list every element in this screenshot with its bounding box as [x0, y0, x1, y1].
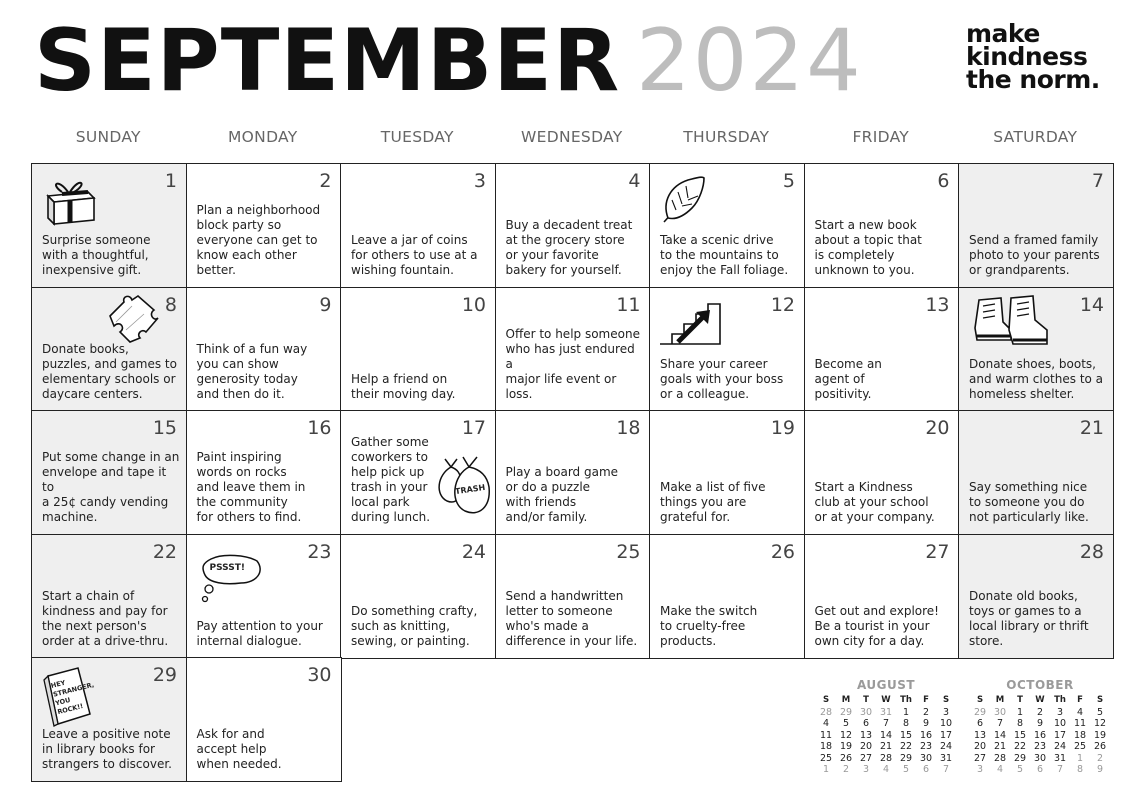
mini-date: 23 [919, 741, 933, 752]
mini-date: 22 [1013, 741, 1027, 752]
mini-date: 14 [879, 729, 893, 741]
mini-date: 3 [1056, 706, 1064, 718]
day-suggestion: Think of a fun way you can show generosity today and then do it. [196, 341, 308, 401]
mini-date: 7 [996, 718, 1004, 729]
day-suggestion: Offer to help someone who has just endured a major life event or loss. [505, 326, 640, 401]
mini-calendar-october [970, 678, 1110, 776]
day-number: 27 [925, 540, 950, 563]
mini-date: 13 [859, 729, 873, 741]
mini-date: 30 [919, 752, 933, 764]
mini-date: 1 [902, 706, 910, 718]
day-suggestion: Help a friend on their moving day. [351, 371, 456, 401]
mini-weekday: W [881, 695, 891, 705]
brand-logo [966, 19, 1126, 94]
mini-date: 24 [939, 741, 953, 752]
mini-calendar-week [970, 718, 1110, 730]
mini-date: 2 [1036, 706, 1044, 718]
mini-date: 6 [976, 718, 984, 729]
day-number: 13 [925, 293, 950, 316]
day-number: 12 [770, 293, 795, 316]
day-cell-5 [649, 163, 805, 288]
day-cell-4 [495, 163, 651, 288]
mini-date: 22 [899, 741, 913, 752]
mini-calendar-title: AUGUST [856, 678, 916, 692]
day-cell-13 [804, 287, 960, 412]
day-cell-21 [958, 410, 1114, 535]
mini-date: 28 [819, 706, 833, 718]
mini-date: 7 [1056, 764, 1064, 775]
mini-date: 18 [819, 741, 833, 752]
weekday-label: WEDNESDAY [520, 128, 623, 146]
day-suggestion: Donate shoes, boots, and warm clothes to a homeless shelter. [969, 356, 1104, 401]
day-suggestion: Get out and explore! Be a tourist in your own city for a day. [814, 603, 939, 648]
mini-date: 3 [976, 764, 984, 775]
gift-icon [42, 174, 100, 228]
mini-date: 15 [899, 729, 913, 741]
day-number: 8 [164, 293, 177, 316]
day-number: 23 [307, 540, 332, 563]
brand-line: the norm. [966, 65, 1100, 94]
note-card-icon [42, 666, 96, 728]
mini-date: 31 [879, 706, 893, 718]
day-number: 18 [616, 417, 641, 439]
thought-bubble-text: PSSST! [209, 562, 245, 573]
mini-date: 25 [1073, 741, 1087, 752]
mini-date: 7 [942, 764, 950, 775]
mini-calendar-august [816, 678, 956, 776]
weekday-label: TUESDAY [380, 128, 454, 146]
mini-date: 21 [879, 741, 893, 752]
mini-date: 29 [973, 706, 987, 718]
mini-date: 1 [822, 764, 830, 775]
mini-date: 6 [862, 718, 870, 729]
day-number: 3 [473, 170, 486, 192]
mini-weekday: T [863, 695, 869, 705]
mini-date: 20 [859, 741, 873, 752]
mini-date: 9 [1096, 764, 1104, 775]
mini-date: 2 [1096, 752, 1104, 764]
mini-date: 5 [1096, 706, 1104, 718]
day-number: 30 [307, 664, 332, 686]
mini-date: 27 [859, 752, 873, 764]
mini-calendar-week [816, 753, 956, 765]
mini-date: 2 [842, 764, 850, 775]
mini-date: 6 [922, 764, 930, 775]
mini-date: 18 [1073, 729, 1087, 741]
mini-calendar-week [816, 764, 956, 776]
day-suggestion: Donate books, puzzles, and games to elementary schools or daycare centers. [42, 341, 177, 401]
day-cell-10 [340, 287, 496, 412]
mini-date: 4 [822, 718, 830, 729]
mini-date: 10 [939, 718, 953, 729]
stairs-arrow-icon [658, 298, 726, 350]
day-number: 24 [461, 540, 486, 563]
mini-weekday: Th [900, 695, 912, 705]
mini-date: 5 [1016, 764, 1024, 775]
day-cell-20 [804, 410, 960, 535]
day-cell-16 [186, 410, 342, 535]
mini-date: 5 [902, 764, 910, 775]
day-suggestion: Share your career goals with your boss or a colleague. [660, 356, 784, 401]
mini-weekday: M [995, 695, 1005, 705]
mini-date: 2 [922, 706, 930, 718]
thought-bubble-icon [195, 551, 265, 611]
mini-date: 30 [1033, 752, 1047, 764]
day-number: 28 [1079, 540, 1104, 563]
day-number: 29 [152, 664, 177, 686]
leaf-icon [658, 172, 710, 228]
mini-date: 5 [842, 718, 850, 729]
mini-calendar-week [970, 753, 1110, 765]
mini-date: 4 [1076, 706, 1084, 718]
weekday-label: THURSDAY [683, 128, 770, 146]
day-suggestion: Surprise someone with a thoughtful, inexpensive gift. [42, 233, 151, 277]
day-number: 14 [1079, 293, 1104, 316]
mini-date: 9 [922, 718, 930, 729]
mini-date: 4 [996, 764, 1004, 775]
mini-date: 29 [1013, 752, 1027, 764]
day-cell-6 [804, 163, 960, 288]
mini-weekday: S [942, 695, 950, 705]
day-number: 5 [782, 170, 795, 192]
weekday-label: SATURDAY [993, 128, 1078, 146]
day-suggestion: Send a handwritten letter to someone who's made a difference in your life. [505, 588, 638, 648]
mini-date: 8 [1076, 764, 1084, 775]
day-suggestion: Start a new book about a topic that is completely unknown to you. [814, 218, 922, 277]
mini-date: 19 [839, 741, 853, 752]
day-suggestion: Donate old books, toys or games to a local library or thrift store. [969, 588, 1089, 648]
day-cell-23 [186, 534, 342, 659]
day-suggestion: Buy a decadent treat at the grocery store or your favorite bakery for yourself. [505, 218, 633, 277]
mini-weekday: W [1035, 695, 1045, 705]
mini-date: 28 [879, 752, 893, 764]
mini-date: 11 [819, 729, 833, 741]
mini-calendar-week [816, 730, 956, 742]
day-suggestion: Play a board game or do a puzzle with friends and/or family. [505, 465, 619, 524]
mini-date: 14 [993, 729, 1007, 741]
mini-date: 3 [942, 706, 950, 718]
day-suggestion: Do something crafty, such as knitting, sewing, or painting. [351, 603, 478, 648]
day-number: 10 [461, 293, 486, 316]
mini-calendar-header [970, 695, 1110, 707]
mini-date: 15 [1013, 729, 1027, 741]
day-cell-2 [186, 163, 342, 288]
mini-date: 29 [839, 706, 853, 718]
day-cell-1 [31, 163, 187, 288]
mini-date: 31 [1053, 752, 1067, 764]
day-cell-3 [340, 163, 496, 288]
day-cell-8 [31, 287, 187, 412]
day-suggestion: Ask for and accept help when needed. [196, 727, 282, 771]
day-cell-29 [31, 657, 187, 782]
mini-date: 26 [839, 752, 853, 764]
mini-date: 1 [1076, 752, 1084, 764]
mini-date: 11 [1073, 718, 1087, 729]
mini-calendar-week [970, 764, 1110, 776]
mini-date: 27 [973, 752, 987, 764]
day-cell-22 [31, 534, 187, 659]
mini-date: 28 [993, 752, 1007, 764]
day-number: 15 [152, 417, 177, 439]
day-number: 7 [1091, 170, 1104, 192]
mini-calendar-week [970, 707, 1110, 719]
day-number: 25 [616, 540, 641, 563]
mini-date: 16 [1033, 729, 1047, 741]
weekday-header [31, 128, 1113, 152]
mini-date: 21 [993, 741, 1007, 752]
day-suggestion: Gather some coworkers to help pick up trash in your local park during lunch. [351, 435, 431, 524]
trash-bag-label: TRASH [454, 482, 486, 497]
day-suggestion: Take a scenic drive to the mountains to enjoy the Fall foliage. [660, 233, 789, 277]
day-suggestion: Paint inspiring words on rocks and leave them in the community for others to find. [196, 450, 306, 524]
mini-calendar-week [816, 741, 956, 753]
day-cell-26 [649, 534, 805, 659]
mini-weekday: Th [1054, 695, 1066, 705]
day-suggestion: Start a chain of kindness and pay for the next person's order at a drive-thru. [42, 588, 169, 648]
day-number: 17 [461, 417, 486, 439]
mini-date: 25 [819, 752, 833, 764]
mini-weekday: T [1017, 695, 1023, 705]
day-cell-14 [958, 287, 1114, 412]
day-cell-24 [340, 534, 496, 659]
mini-date: 4 [882, 764, 890, 775]
day-cell-25 [495, 534, 651, 659]
day-suggestion: Make the switch to cruelty-free products. [660, 603, 758, 648]
mini-date: 12 [1093, 718, 1107, 729]
mini-date: 30 [859, 706, 873, 718]
day-suggestion: Become an agent of positivity. [814, 356, 882, 401]
day-cell-28 [958, 534, 1114, 659]
day-number: 9 [319, 293, 332, 316]
mini-date: 26 [1093, 741, 1107, 752]
day-cell-7 [958, 163, 1114, 288]
day-number: 16 [307, 417, 332, 439]
day-number: 20 [925, 417, 950, 439]
mini-date: 8 [1016, 718, 1024, 729]
mini-date: 30 [993, 706, 1007, 718]
mini-date: 6 [1036, 764, 1044, 775]
mini-date: 24 [1053, 741, 1067, 752]
mini-calendar-week [970, 741, 1110, 753]
weekday-label: FRIDAY [852, 128, 910, 146]
day-number: 11 [616, 293, 641, 316]
day-cell-18 [495, 410, 651, 535]
day-suggestion: Plan a neighborhood block party so everyone can get to know each other better. [196, 203, 321, 277]
day-suggestion: Make a list of five things you are grateful for. [660, 480, 766, 524]
mini-weekday: S [976, 695, 984, 705]
mini-calendar-week [970, 730, 1110, 742]
day-cell-15 [31, 410, 187, 535]
mini-date: 7 [882, 718, 890, 729]
day-suggestion: Pay attention to your internal dialogue. [196, 618, 323, 648]
day-number: 22 [152, 540, 177, 563]
day-suggestion: Put some change in an envelope and tape it to a 25¢ candy vending machine. [42, 450, 180, 524]
mini-date: 12 [839, 729, 853, 741]
mini-date: 31 [939, 752, 953, 764]
day-number: 1 [164, 170, 177, 192]
day-number: 4 [628, 170, 641, 192]
mini-weekday: M [841, 695, 851, 705]
mini-date: 1 [1016, 706, 1024, 718]
mini-calendar-title: OCTOBER [1006, 678, 1074, 692]
mini-weekday: S [822, 695, 830, 705]
mini-date: 19 [1093, 729, 1107, 741]
year-title: 2024 [636, 11, 863, 111]
mini-date: 17 [939, 729, 953, 741]
day-number: 6 [937, 170, 950, 192]
day-cell-30 [186, 657, 342, 782]
day-suggestion: Leave a jar of coins for others to use at a wishing fountain. [351, 233, 478, 277]
weekday-label: SUNDAY [75, 128, 141, 146]
weekday-label: MONDAY [228, 128, 298, 146]
mini-date: 20 [973, 741, 987, 752]
mini-weekday: S [1096, 695, 1104, 705]
day-number: 19 [770, 417, 795, 439]
mini-date: 13 [973, 729, 987, 741]
day-suggestion: Send a framed family photo to your parents or grandparents. [969, 233, 1100, 277]
mini-date: 9 [1036, 718, 1044, 729]
brand-line: kindness [966, 42, 1088, 71]
day-suggestion: Leave a positive note in library books for strangers to discover. [42, 727, 172, 771]
day-cell-12 [649, 287, 805, 412]
day-number: 21 [1079, 417, 1104, 439]
mini-date: 23 [1033, 741, 1047, 752]
day-suggestion: Start a Kindness club at your school or at your company. [814, 480, 935, 524]
puzzle-piece-icon [102, 292, 160, 344]
mini-date: 17 [1053, 729, 1067, 741]
mini-weekday: F [1077, 695, 1083, 705]
mini-date: 3 [862, 764, 870, 775]
day-cell-11 [495, 287, 651, 412]
mini-date: 29 [899, 752, 913, 764]
mini-calendar-week [816, 718, 956, 730]
day-number: 2 [319, 170, 332, 192]
day-cell-17 [340, 410, 496, 535]
note-card-text: HEY STRANGER, YOU ROCK!! [50, 678, 95, 717]
boots-icon [971, 292, 1053, 350]
brand-line: make [966, 19, 1040, 48]
day-cell-19 [649, 410, 805, 535]
day-cell-27 [804, 534, 960, 659]
mini-calendar-week [816, 707, 956, 719]
day-cell-9 [186, 287, 342, 412]
day-suggestion: Say something nice to someone you do not particularly like. [969, 480, 1089, 524]
mini-date: 8 [902, 718, 910, 729]
day-number: 26 [770, 540, 795, 563]
mini-date: 16 [919, 729, 933, 741]
mini-date: 10 [1053, 718, 1067, 729]
mini-weekday: F [923, 695, 929, 705]
month-title: SEPTEMBER [34, 11, 621, 111]
mini-calendar-header [816, 695, 956, 707]
